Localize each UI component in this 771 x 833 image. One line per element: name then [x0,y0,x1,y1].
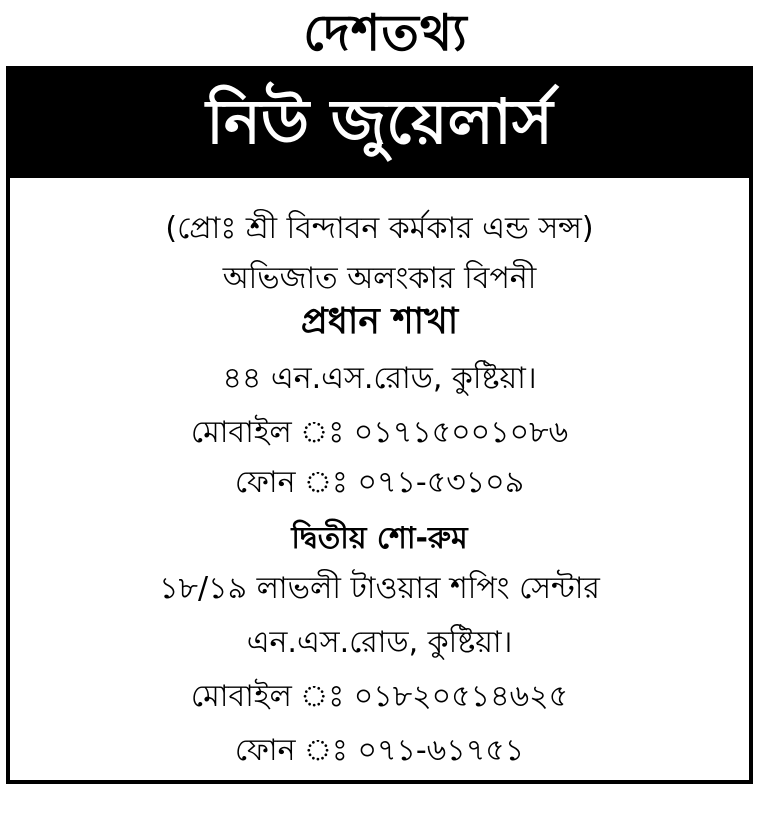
second-showroom-heading: দ্বিতীয় শো-রুম [291,521,468,556]
main-branch-address: ৪৪ এন.এস.রোড, কুষ্টিয়া। [222,361,537,396]
shop-name-banner: নিউ জুয়েলার্স [10,70,749,178]
second-showroom-address-line1: ১৮/১৯ লাভলী টাওয়ার শপিং সেন্টার [159,571,600,606]
main-branch-phone: ফোন ঃ ০৭১-৫৩১০৯ [234,465,525,500]
second-showroom-phone: ফোন ঃ ০৭১-৬১৭৫১ [234,733,525,768]
tagline: অভিজাত অলংকার বিপনী [222,261,537,296]
main-branch-heading: প্রধান শাখা [300,301,459,342]
main-branch-mobile: মোবাইল ঃ ০১৭১৫০০১০৮৬ [190,415,569,450]
advertisement-box [6,66,753,784]
second-showroom-address-line2: এন.এস.রোড, কুষ্টিয়া। [246,625,513,660]
proprietor-line: (প্রোঃ শ্রী বিন্দাবন কর্মকার এন্ড সন্স) [165,211,594,246]
newspaper-masthead: দেশতথ্য [303,4,468,62]
second-showroom-mobile: মোবাইল ঃ ০১৮২০৫১৪৬২৫ [190,679,569,714]
